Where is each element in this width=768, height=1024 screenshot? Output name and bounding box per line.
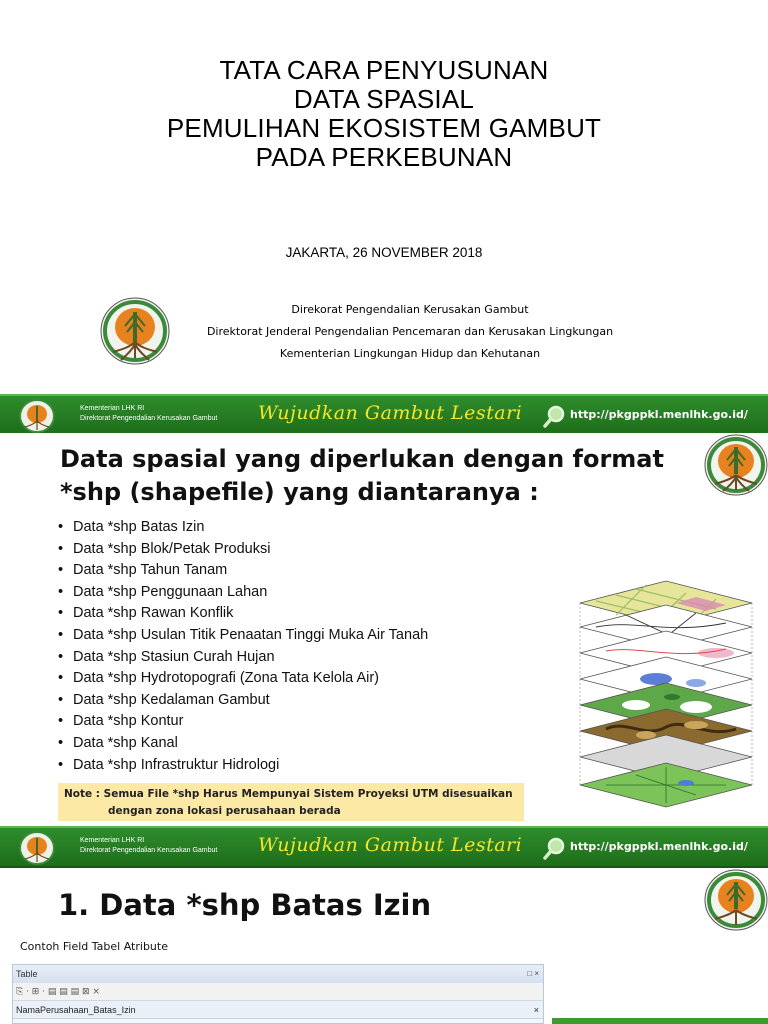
attribute-table-window [12,964,544,1024]
slide-title [0,56,768,172]
magnifier-icon [543,836,567,860]
klhk-emblem-icon [703,433,768,497]
note-line-2: dengan zona lokasi perusahaan berada [108,805,341,817]
banner-url-link[interactable]: http://pkgppkl.menlhk.go.id/ [570,840,748,853]
klhk-emblem-icon [99,296,171,366]
list-item: • Data *shp Blok/Petak Produksi [58,539,428,561]
klhk-emblem-icon [18,830,56,866]
gis-layers-illustration [576,579,756,815]
title-line-4: PADA PERKEBUNAN [255,142,513,172]
list-item: • Data *shp Hydrotopografi (Zona Tata Kelola Air) [58,668,428,690]
banner-slogan: Wujudkan Gambut Lestari [258,834,523,856]
magnifier-icon [543,404,567,428]
klhk-emblem-icon [18,398,56,434]
banner-org-line-1: Kementerian LHK RI [80,405,145,412]
list-item: • Data *shp Infrastruktur Hidrologi [58,755,428,777]
list-item: • Data *shp Stasiun Curah Hujan [58,647,428,669]
organization-block [180,299,640,365]
table-window-controls[interactable]: □ × [527,969,539,978]
list-item: • Data *shp Kontur [58,711,428,733]
list-item: • Data *shp Usulan Titik Penaatan Tinggi Muka Air Tanah [58,625,428,647]
slide2-heading [60,443,680,509]
presentation-date: JAKARTA, 26 NOVEMBER 2018 [285,245,483,260]
slide2-heading-line-1: Data spasial yang diperlukan dengan format [60,445,664,473]
list-item: • Data *shp Kedalaman Gambut [58,690,428,712]
table-caption: Contoh Field Tabel Atribute [20,940,168,953]
green-banner [0,826,768,868]
table-toolbar[interactable]: ⎘ · ⊞ · ▤ ▤ ▤ ⊠ × [13,983,543,1001]
banner-org-line-1: Kementerian LHK RI [80,837,145,844]
note-line-1: Note : Semua File *shp Harus Mempunyai Sistem Proyeksi UTM disesuaikan [64,788,513,800]
list-item: • Data *shp Rawan Konflik [58,603,428,625]
org-line-1: Direkorat Pengendalian Kerusakan Gambut [291,303,529,316]
green-banner [0,394,768,436]
title-slide [0,0,768,394]
banner-slogan: Wujudkan Gambut Lestari [258,402,523,424]
shp-data-list [58,517,428,776]
slide2-heading-line-2: *shp (shapefile) yang diantaranya : [60,478,539,506]
banner-org-line-2: Direktorat Pengendalian Kerusakan Gambut [80,415,218,422]
org-line-2: Direktorat Jenderal Pengendalian Pencemaran dan Kerusakan Lingkungan [206,325,614,338]
shp-data-slide [0,433,768,826]
list-item: • Data *shp Batas Izin [58,517,428,539]
table-title: Table [16,969,38,979]
klhk-emblem-icon [703,868,768,932]
banner-org-line-2: Direktorat Pengendalian Kerusakan Gambut [80,847,218,854]
title-line-2: DATA SPASIAL [293,84,475,114]
banner-url-link[interactable]: http://pkgppkl.menlhk.go.id/ [570,408,748,421]
title-line-1: TATA CARA PENYUSUNAN [219,55,549,85]
green-strip [552,1018,768,1024]
table-title-bar [13,965,543,983]
slide3-heading: 1. Data *shp Batas Izin [58,888,432,922]
banner-org [80,404,217,424]
utm-note [58,783,524,821]
list-item: • Data *shp Kanal [58,733,428,755]
org-line-3: Kementerian Lingkungan Hidup dan Kehutanan [279,347,541,360]
batas-izin-slide [0,868,768,1024]
list-item: • Data *shp Tahun Tanam [58,560,428,582]
banner-org [80,836,217,856]
title-line-3: PEMULIHAN EKOSISTEM GAMBUT [166,113,602,143]
close-icon[interactable]: × [533,1005,539,1015]
table-field-name: NamaPerusahaan_Batas_Izin [16,1005,136,1015]
table-field-header [13,1001,543,1019]
list-item: • Data *shp Penggunaan Lahan [58,582,428,604]
